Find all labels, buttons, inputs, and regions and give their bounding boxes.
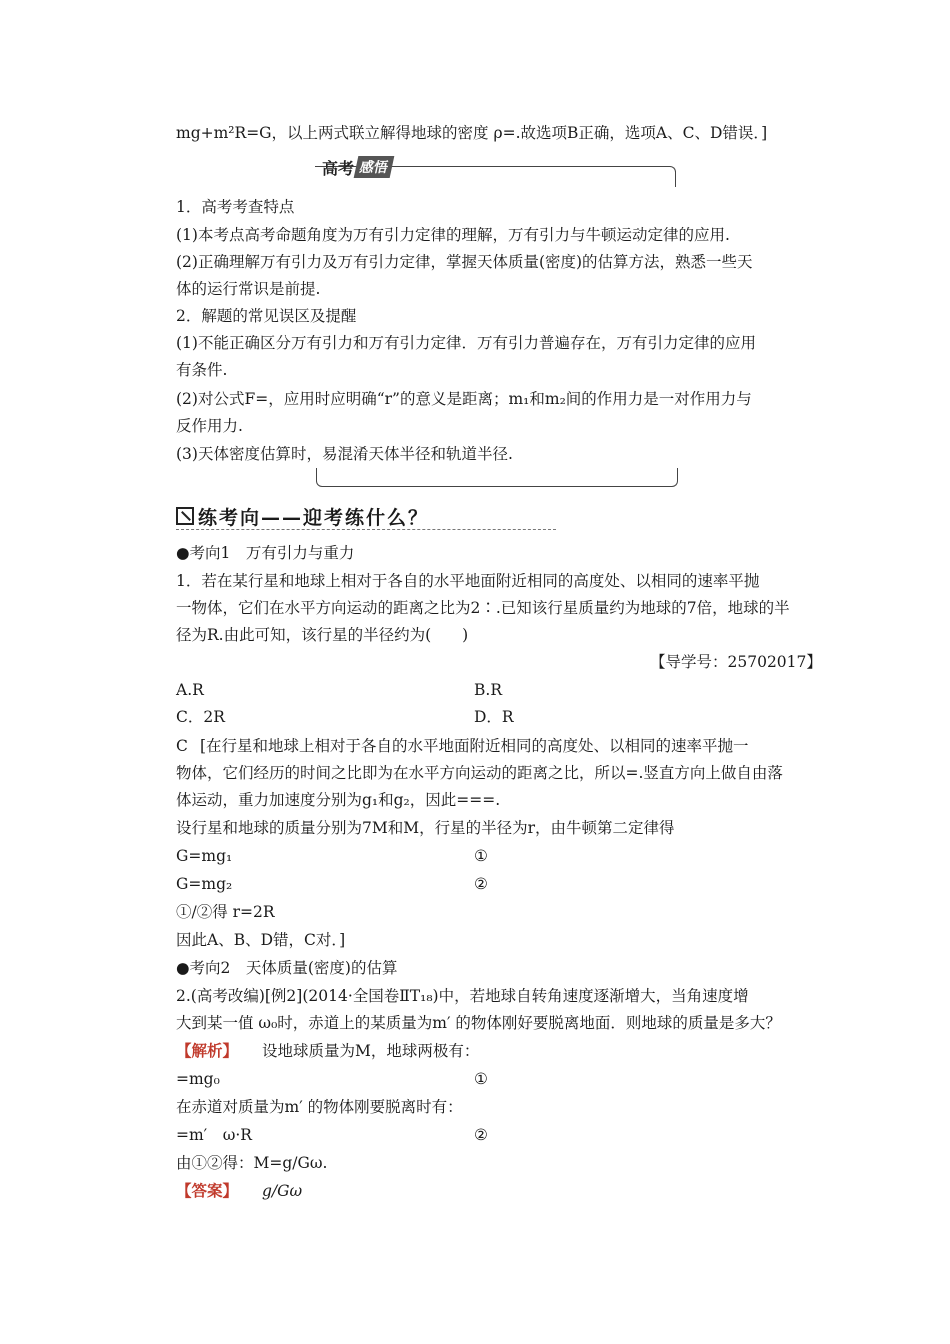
q1-line: 径为R.由此可知，该行星的半径约为( ) [176, 626, 469, 644]
q1-option-a: A.R [176, 681, 204, 699]
topic-2-heading: ●考向2 天体质量(密度)的估算 [176, 959, 398, 977]
q1-answer-letter: C [176, 737, 188, 755]
q1-reference: 【导学号：25702017】 [650, 653, 822, 671]
insight-item: (1)本考点高考命题角度为万有引力定律的理解，万有引力与牛顿运动定律的应用. [176, 226, 730, 244]
q1-equation-2-number: ② [474, 875, 488, 893]
q1-option-d: D．R [474, 708, 514, 726]
section-divider [176, 529, 556, 530]
q2-equation-1-number: ① [474, 1070, 488, 1088]
q1-equation-1: G=mg₁ [176, 847, 233, 865]
insight-box-bottom-border [316, 468, 678, 487]
q1-solution-line: 设行星和地球的质量分别为7M和M，行星的半径为r，由牛顿第二定律得 [176, 819, 675, 837]
q2-line: 大到某一值 ω₀时，赤道上的某质量为m′ 的物体刚好要脱离地面．则地球的质量是多大？ [176, 1014, 781, 1032]
q1-option-c: C．2R [176, 708, 225, 726]
section-arrow-icon [176, 507, 194, 525]
q1-conclusion: 因此A、B、D错，C对．] [176, 931, 346, 949]
insight-item: 有条件. [176, 361, 228, 379]
insight-badge [322, 154, 410, 180]
q1-option-b: B.R [474, 681, 502, 699]
q1-equation-1-number: ① [474, 847, 488, 865]
badge-right: 感悟 [354, 156, 395, 178]
q1-derivation: ①/②得 r=2R [176, 903, 275, 921]
q1-solution-line: 物体，它们经历的时间之比即为在水平方向运动的距离之比，所以=.竖直方向上做自由落 [176, 764, 783, 782]
q2-analysis-text: 设地球质量为M，地球两极有： [262, 1042, 480, 1060]
q2-equation-2: =m′ ω·R [176, 1126, 252, 1144]
insight-item: 体的运行常识是前提. [176, 280, 321, 298]
badge-left: 高考 [322, 158, 355, 178]
q1-solution-line: [在行星和地球上相对于各自的水平地面附近相同的高度处、以相同的速率平抛一 [200, 737, 749, 755]
q2-line-2: 在赤道对质量为m′ 的物体刚要脱离时有： [176, 1098, 463, 1116]
q2-answer-tag: 【答案】 [176, 1181, 239, 1200]
insight-item: 2．解题的常见误区及提醒 [176, 307, 357, 325]
insight-item: 反作用力. [176, 417, 243, 435]
top-line: mg+m²R=G，以上两式联立解得地球的密度 ρ=.故选项B正确，选项A、C、D错误．] [176, 124, 768, 142]
q2-equation-1: =mg₀ [176, 1070, 220, 1088]
insight-item: (3)天体密度估算时，易混淆天体半径和轨道半径. [176, 445, 513, 463]
insight-item: 1．高考考查特点 [176, 198, 295, 216]
insight-item: (2)对公式F=，应用时应明确“r”的意义是距离；m₁和m₂间的作用力是一对作用力与 [176, 390, 752, 408]
q2-equation-2-number: ② [474, 1126, 488, 1144]
q1-line: 1．若在某行星和地球上相对于各自的水平地面附近相同的高度处、以相同的速率平抛 [176, 572, 760, 590]
q2-line: 2.(高考改编)[例2](2014·全国卷ⅡT₁₈)中，若地球自转角速度逐渐增大，当角速度增 [176, 987, 749, 1005]
insight-item: (1)不能正确区分万有引力和万有引力定律．万有引力普遍存在，万有引力定律的应用 [176, 334, 756, 352]
q2-answer-text: g/Gω [262, 1182, 303, 1200]
section-title: 练考向——迎考练什么？ [198, 506, 430, 529]
q2-analysis-tag: 【解析】 [176, 1041, 239, 1060]
q1-equation-2: G=mg₂ [176, 875, 233, 893]
topic-1-heading: ●考向1 万有引力与重力 [176, 544, 355, 562]
section-heading [176, 503, 429, 529]
insight-item: (2)正确理解万有引力及万有引力定律，掌握天体质量(密度)的估算方法，熟悉一些天 [176, 253, 753, 271]
q1-line: 一物体，它们在水平方向运动的距离之比为2∶.已知该行星质量约为地球的7倍，地球的半 [176, 599, 790, 617]
q2-result: 由①②得：M=g/Gω. [176, 1154, 328, 1172]
q1-solution-line: 体运动，重力加速度分别为g₁和g₂，因此===. [176, 791, 501, 809]
